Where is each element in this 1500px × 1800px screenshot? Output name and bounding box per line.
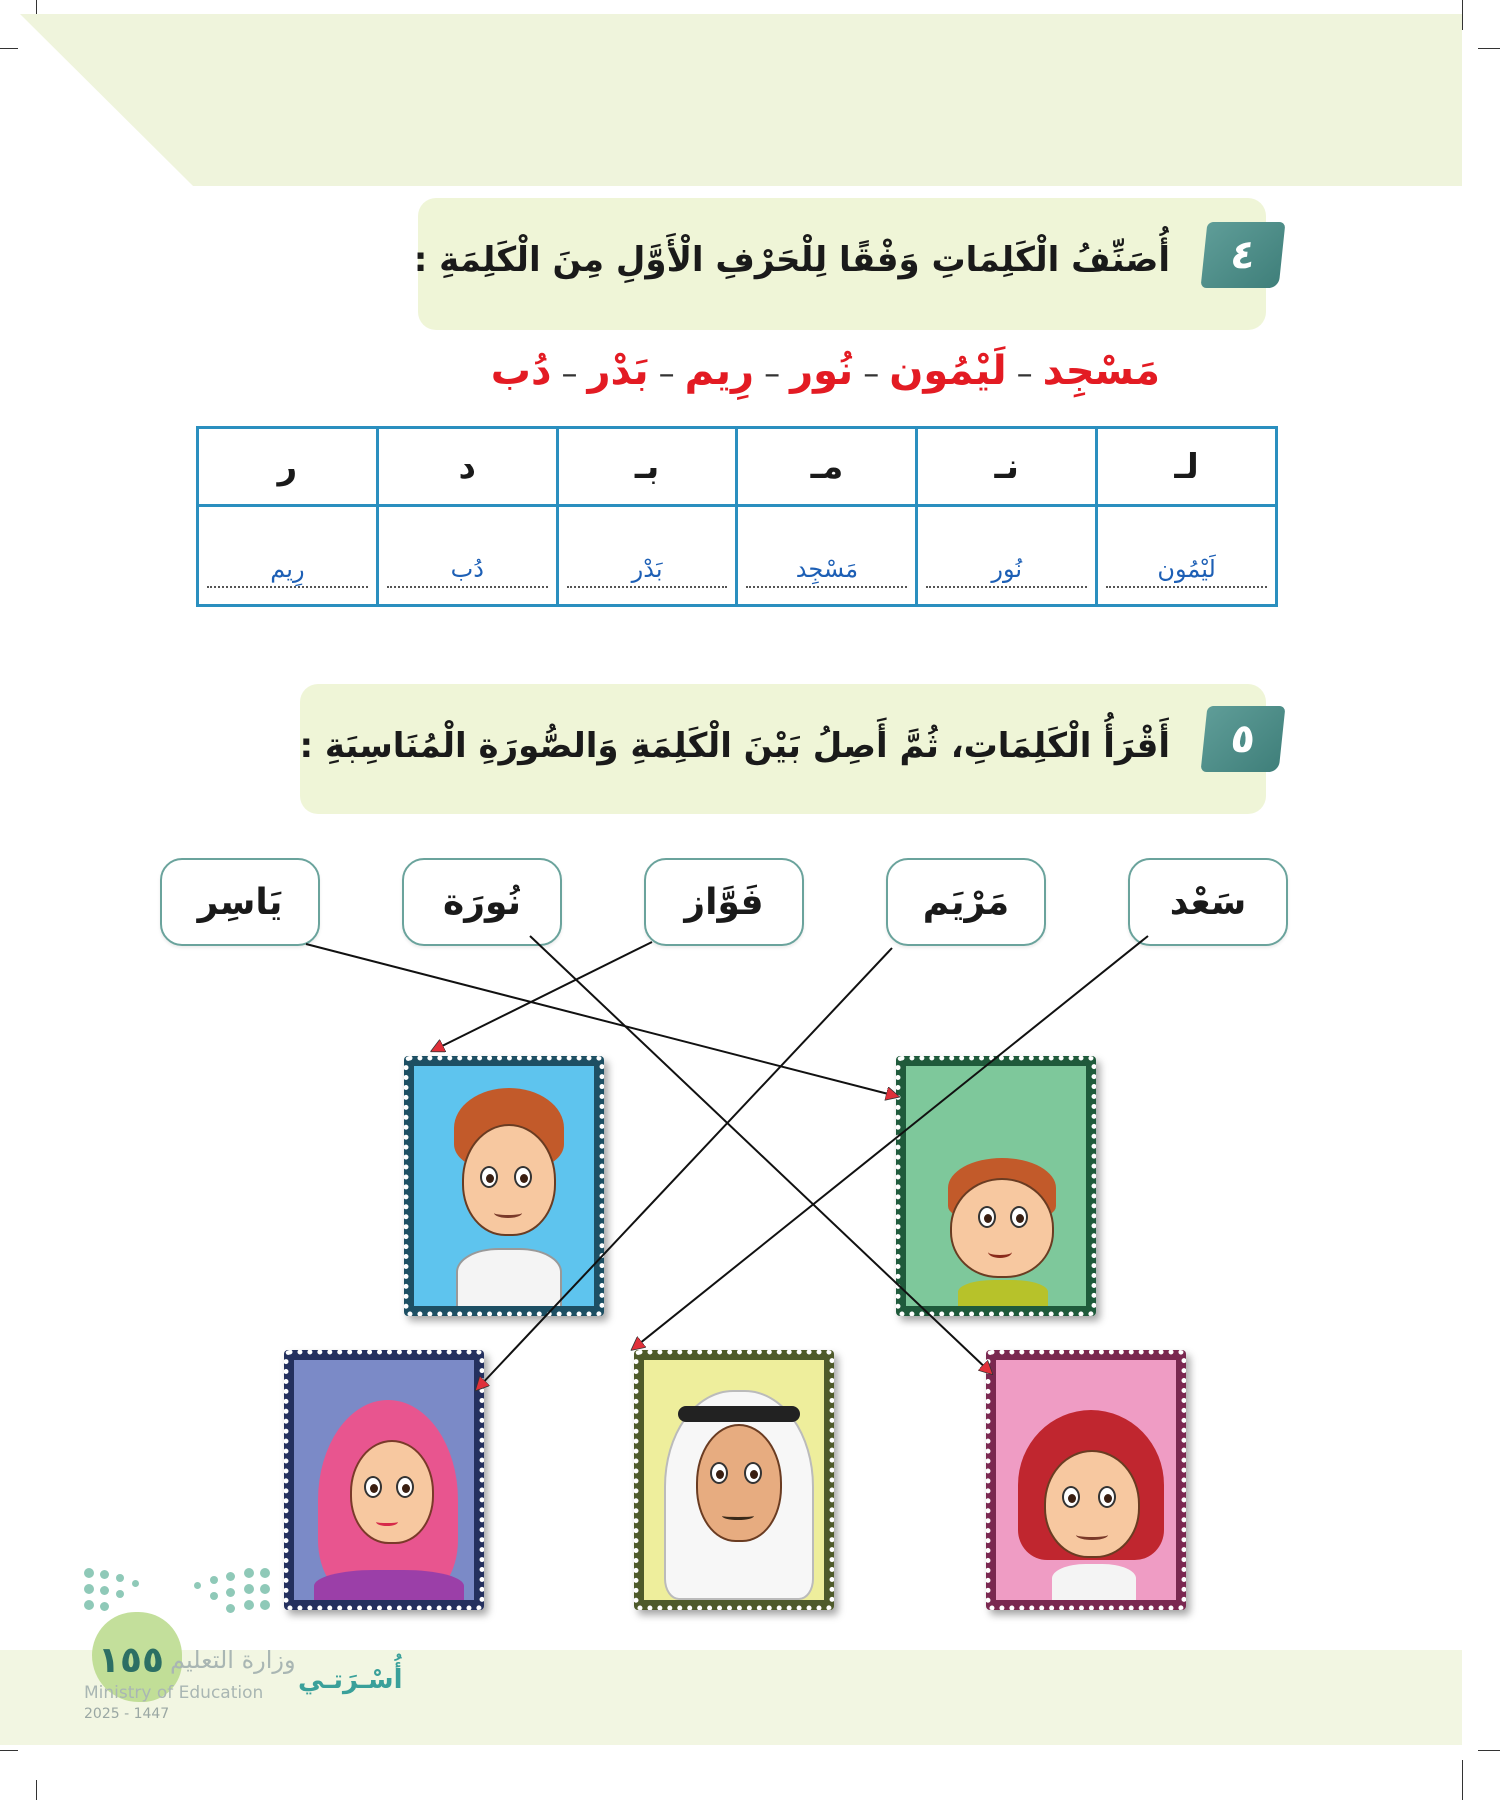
arrow-fawwaz-to-young-man (434, 942, 652, 1050)
mouth (988, 1246, 1012, 1258)
word-bank-item: نُور (790, 348, 854, 394)
eye (480, 1166, 498, 1188)
agal (678, 1406, 800, 1422)
eye (396, 1476, 414, 1498)
mouth (1076, 1530, 1108, 1540)
word-bank-item: بَدْر (587, 348, 649, 394)
answer-cell[interactable] (737, 506, 917, 606)
table-answer-row (198, 506, 1277, 606)
picture-girl[interactable] (986, 1350, 1186, 1610)
name-card-saad[interactable]: سَعْد (1128, 858, 1288, 946)
picture-young-man[interactable] (404, 1056, 604, 1316)
face (1044, 1450, 1140, 1558)
ministry-name-arabic: وزارة التعليم (170, 1646, 296, 1674)
yellow-shirt (958, 1280, 1048, 1306)
page-number: ١٥٥ (98, 1640, 164, 1681)
word-bank-item: مَسْجِد (1042, 348, 1160, 394)
crop-mark (0, 1750, 18, 1751)
word-separator: – (658, 354, 675, 392)
letter-header: بـ (557, 428, 737, 506)
answer-cell[interactable] (198, 506, 378, 606)
word-separator: – (863, 354, 880, 392)
face (950, 1178, 1054, 1278)
question-5-instruction: أَقْرَأُ الْكَلِمَاتِ، ثُمَّ أَصِلُ بَيْنَ الْكَلِمَةِ وَالصُّورَةِ الْمُنَاسِبَةِ : (299, 726, 1170, 766)
table-header-row (198, 428, 1277, 506)
letter-header: ر (198, 428, 378, 506)
crop-mark (1462, 0, 1463, 30)
eye (514, 1166, 532, 1188)
crop-mark (1462, 1760, 1463, 1800)
mustache (722, 1512, 754, 1520)
eye (1062, 1486, 1080, 1508)
eye (364, 1476, 382, 1498)
answer-cell[interactable] (917, 506, 1097, 606)
question-5-number-badge: ٥ (1201, 706, 1286, 772)
eye (1098, 1486, 1116, 1508)
name-card-yasser[interactable]: يَاسِر (160, 858, 320, 946)
purple-dress (314, 1570, 464, 1600)
crop-mark (36, 1780, 37, 1800)
eye (978, 1206, 996, 1228)
letter-header: نـ (917, 428, 1097, 506)
question-4-number-badge: ٤ (1201, 222, 1286, 288)
picture-boy[interactable] (896, 1056, 1096, 1316)
face (462, 1124, 556, 1236)
name-card-noura[interactable]: نُورَة (402, 858, 562, 946)
unit-title: أُسْـرَتـي (298, 1665, 403, 1695)
letter-header: لـ (1097, 428, 1277, 506)
crop-mark (1478, 1750, 1500, 1751)
face (696, 1424, 782, 1542)
mouth (376, 1518, 398, 1526)
white-shirt (456, 1248, 562, 1306)
picture-man-ghutra[interactable] (634, 1350, 834, 1610)
letter-sort-table (196, 426, 1278, 607)
word-separator: – (764, 354, 781, 392)
eye (744, 1462, 762, 1484)
question-4-instruction: أُصَنِّفُ الْكَلِمَاتِ وَفْقًا لِلْحَرْفِ الْأَوَّلِ مِنَ الْكَلِمَةِ : (413, 240, 1170, 280)
word-separator: – (561, 354, 578, 392)
academic-year: 2025 - 1447 (84, 1706, 170, 1722)
word-bank (340, 348, 1160, 394)
white-shirt (1052, 1564, 1136, 1600)
answer-text: مَسْجِد (746, 554, 907, 588)
word-bank-item: دُب (490, 348, 552, 394)
letter-header: مـ (737, 428, 917, 506)
crop-mark (1478, 48, 1500, 49)
answer-text: نُور (926, 554, 1087, 588)
answer-cell[interactable] (1097, 506, 1277, 606)
eye (1010, 1206, 1028, 1228)
name-card-maryam[interactable]: مَرْيَم (886, 858, 1046, 946)
answer-cell[interactable] (377, 506, 557, 606)
answer-text: دُب (387, 554, 548, 588)
picture-woman-hijab[interactable] (284, 1350, 484, 1610)
letter-header: د (377, 428, 557, 506)
eye (710, 1462, 728, 1484)
header-decoration-band (20, 14, 1462, 186)
face (350, 1440, 434, 1544)
word-bank-item: لَيْمُون (889, 348, 1007, 394)
answer-text: لَيْمُون (1106, 554, 1267, 588)
word-separator: – (1016, 354, 1033, 392)
answer-cell[interactable] (557, 506, 737, 606)
answer-text: بَدْر (567, 554, 728, 588)
name-card-fawwaz[interactable]: فَوَّاز (644, 858, 804, 946)
crop-mark (0, 48, 18, 49)
answer-text: رِيم (207, 554, 368, 588)
mouth (494, 1208, 522, 1218)
word-bank-item: رِيم (684, 348, 755, 394)
ministry-name-english: Ministry of Education (84, 1683, 264, 1703)
